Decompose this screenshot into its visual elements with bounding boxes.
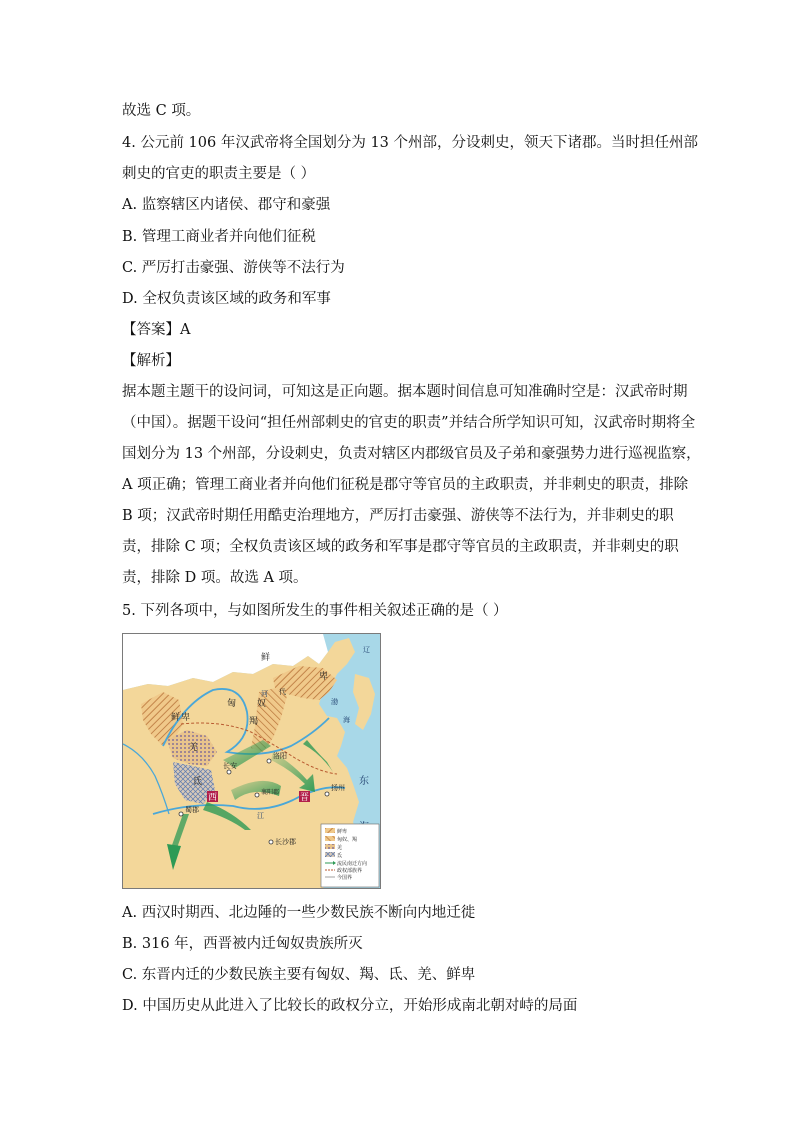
q4-analysis-line: 责，排除 D 项。故选 A 项。 [122, 570, 308, 586]
badge-jin: 晋 [300, 793, 310, 803]
label-xianbei-w1: 鲜 [171, 713, 181, 723]
badge-xi: 西 [208, 793, 218, 803]
q4-option-a: A. 监察辖区内诸侯、郡守和豪强 [122, 197, 331, 213]
label-xianbei-w2: 卑 [181, 713, 191, 723]
legend-item: 鲜卑 [337, 829, 348, 835]
q4-analysis-line: （中国）。据题干设问“担任州部刺史的官吏的职责”并结合所学知识可知，汉武帝时期将全 [122, 415, 696, 431]
q4-option-d: D. 全权负责该区域的政务和军事 [122, 291, 331, 307]
prev-conclusion: 故选 C 项。 [122, 103, 201, 119]
city-shu [179, 812, 183, 816]
q4-stem-line1: 4. 公元前 106 年汉武帝将全国划分为 13 个州部，分设刺史，领天下诸郡。当时担任州部 [122, 135, 699, 151]
legend-item: 氐 [337, 853, 343, 859]
q4-option-b: B. 管理工商业者并向他们征税 [122, 229, 316, 245]
label-dong: 东 [359, 776, 369, 787]
q4-analysis-line: 国划分为 13 个州部，分设刺史，负责对辖区内郡级官员及子弟和豪强势力进行巡视监察， [122, 446, 701, 462]
label-xiongnu1: 匈 [227, 699, 237, 709]
q4-analysis-line: 据本题主题干的设问词，可知这是正向题。据本题时间信息可知准确时空是：汉武帝时期 [122, 384, 688, 400]
label-jie: 羯 [249, 717, 259, 727]
label-jiang: 江 [257, 812, 264, 820]
q5-option-d: D. 中国历史从此进入了比较长的政权分立，开始形成南北朝对峙的局面 [122, 998, 578, 1014]
label-bohai: 渤 [331, 698, 338, 706]
q4-analysis-label: 【解析】 [122, 353, 180, 369]
label-di: 氐 [193, 777, 203, 787]
q4-analysis-line: 责，排除 C 项；全权负责该区域的政务和军事是郡守等官员的主政职责，并非刺史的职 [122, 539, 679, 555]
label-luoyang: 洛阳 [273, 752, 287, 760]
q5-option-b: B. 316 年，西晋被内迁匈奴贵族所灭 [122, 936, 363, 952]
q5-stem: 5. 下列各项中，与如图所发生的事件相关叙述正确的是（ ） [122, 603, 508, 619]
q5-option-a: A. 西汉时期西、北边陲的一些少数民族不断向内地迁徙 [122, 905, 476, 921]
legend-item: 匈奴、羯 [337, 837, 358, 843]
q4-analysis [122, 377, 701, 594]
q5-option-c: C. 东晋内迁的少数民族主要有匈奴、羯、氐、羌、鲜卑 [122, 967, 476, 983]
label-liao: 辽 [363, 646, 370, 654]
label-dai: 代 [279, 688, 286, 696]
legend-item: 政权部族界 [337, 868, 363, 874]
migration-map [122, 633, 381, 889]
city-luoyang [267, 759, 271, 763]
label-changsha: 长沙郡 [275, 838, 296, 846]
q4-stem-line2: 刺史的官吏的职责主要是（ ） [122, 166, 316, 182]
label-yangzhou: 扬州 [331, 784, 345, 792]
q4-analysis-line: A 项正确；管理工商业者并向他们征税是郡守等官员的主政职责，并非刺史的职责，排除 [122, 477, 689, 493]
city-chang-an [227, 770, 231, 774]
label-hai1: 海 [343, 716, 350, 724]
label-river-he: 河 [261, 690, 268, 698]
label-xiangyang: 襄阳郡 [261, 789, 280, 796]
label-shu: 蜀郡 [185, 806, 199, 814]
city-changsha [269, 840, 273, 844]
legend-item: 羌 [337, 845, 343, 851]
q4-option-c: C. 严厉打击豪强、游侠等不法行为 [122, 260, 345, 276]
map-svg [123, 634, 380, 888]
label-chang-an: 长安 [223, 762, 237, 770]
label-xianbei-ne2: 卑 [319, 672, 329, 682]
city-xiangyang [255, 793, 259, 797]
q4-analysis-line: B 项；汉武帝时期任用酷吏治理地方，严厉打击豪强、游侠等不法行为，并非刺史的职 [122, 508, 674, 524]
label-xiongnu2: 奴 [257, 699, 267, 709]
legend-item: 流民南迁方向 [337, 861, 368, 867]
map-legend [321, 824, 379, 887]
label-qiang: 羌 [189, 743, 199, 753]
legend-item: 今国界 [337, 875, 353, 881]
city-yangzhou [325, 792, 329, 796]
label-xianbei-ne: 鲜 [261, 653, 271, 663]
q4-answer-label: 【答案】A [122, 322, 191, 338]
